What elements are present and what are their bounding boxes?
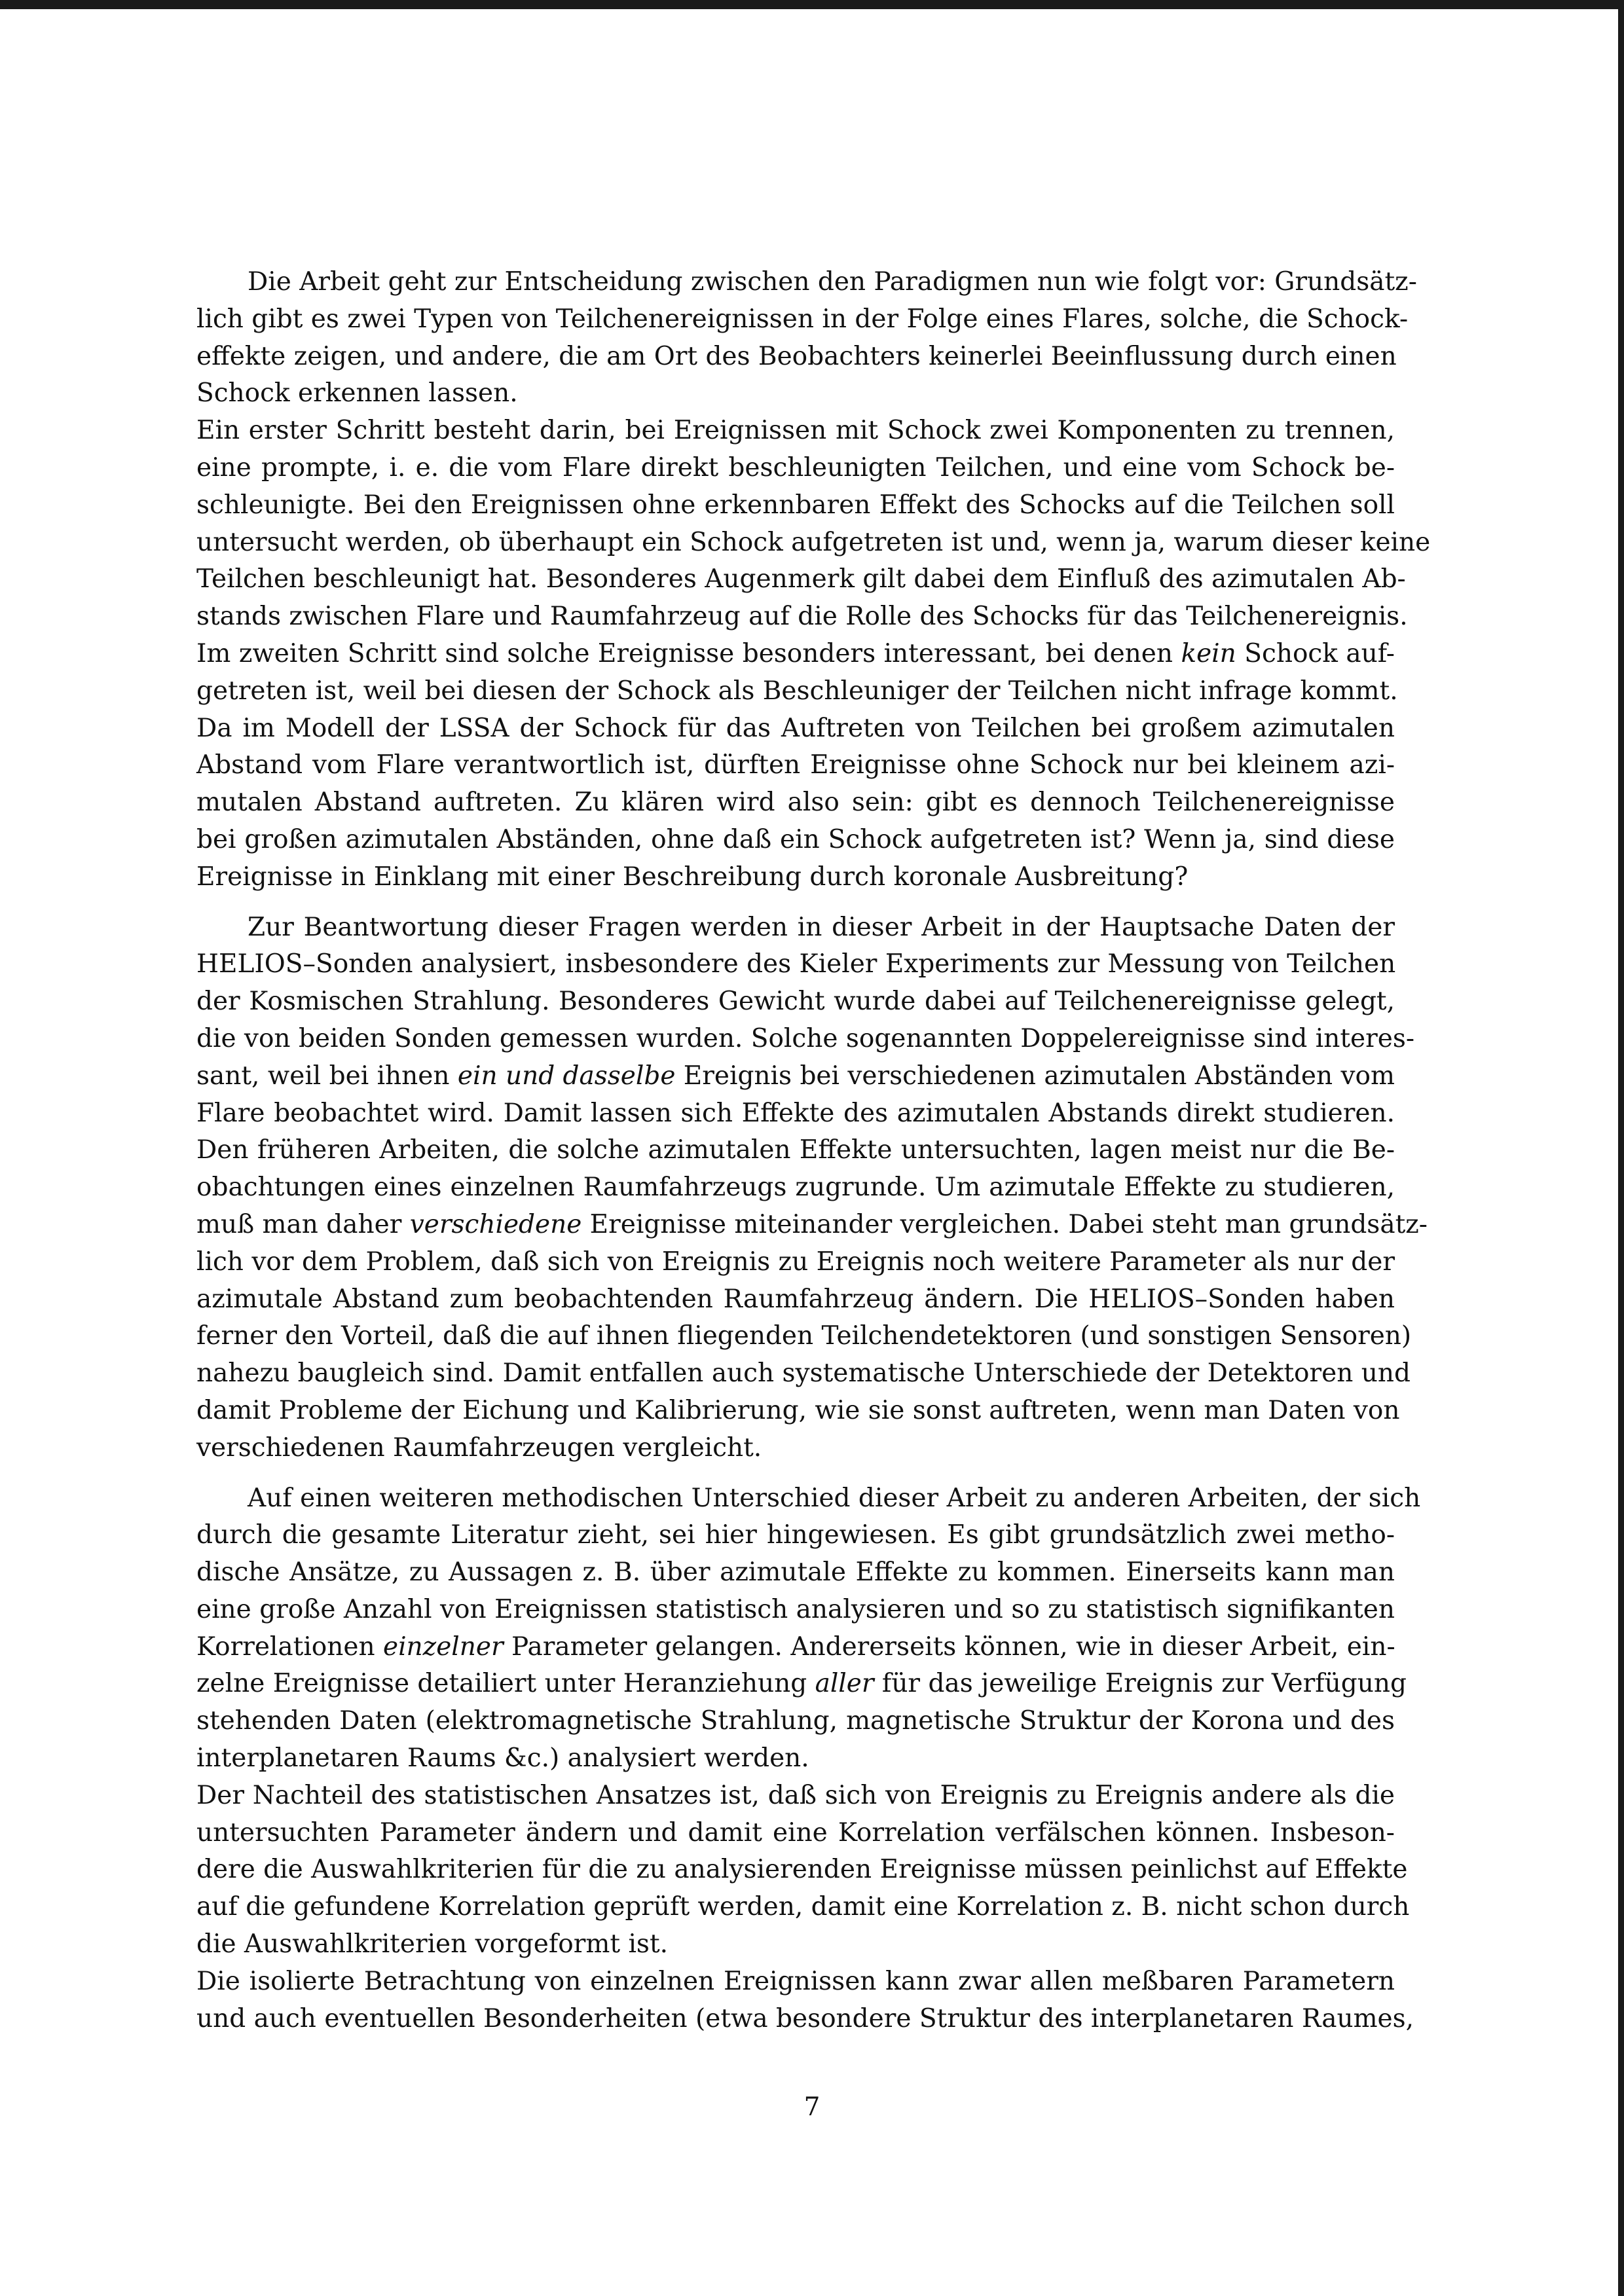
paragraph-2 bbox=[196, 412, 1431, 636]
text-line: eine große Anzahl von Ereignissen statistisch analysieren und so zu statistisch signifikanten bbox=[196, 1594, 1395, 1624]
paragraph-6 bbox=[196, 1777, 1410, 1963]
text-line: dere die Auswahlkriterien für die zu analysierenden Ereignisse müssen peinlichst auf Effekte bbox=[196, 1855, 1408, 1885]
text-line: Auf einen weiteren methodischen Unterschied dieser Arbeit zu anderen Arbeiten, der sich bbox=[248, 1483, 1421, 1513]
text-run: für das jeweilige Ereignis zur Verfügung bbox=[874, 1669, 1407, 1699]
paragraph-1 bbox=[196, 264, 1417, 412]
paragraph-7 bbox=[196, 1963, 1414, 2038]
text-line: obachtungen eines einzelnen Raumfahrzeugs zugrunde. Um azimutale Effekte zu studieren, bbox=[196, 1173, 1395, 1203]
text-line: Der Nachteil des statistischen Ansatzes ist, daß sich von Ereignis zu Ereignis andere als die bbox=[196, 1780, 1395, 1810]
text-line: lich gibt es zwei Typen von Teilchenereignissen in der Folge eines Flares, solche, die Schock- bbox=[196, 304, 1409, 334]
text-line: interplanetaren Raums &c.) analysiert werden. bbox=[196, 1743, 809, 1774]
text-line: stehenden Daten (elektromagnetische Strahlung, magnetische Struktur der Korona und des bbox=[196, 1706, 1395, 1736]
text-run: sant, weil bei ihnen bbox=[196, 1061, 458, 1091]
text-line: Zur Beantwortung dieser Fragen werden in dieser Arbeit in der Hauptsache Daten der bbox=[248, 912, 1395, 942]
text-line bbox=[196, 1207, 1428, 1244]
text-line: verschiedenen Raumfahrzeugen vergleicht. bbox=[196, 1432, 762, 1463]
text-line bbox=[196, 1629, 1395, 1666]
text-run: Ereignisse miteinander vergleichen. Dabei steht man grundsätz- bbox=[581, 1209, 1428, 1239]
text-line: und auch eventuellen Besonderheiten (etwa besondere Struktur des interplanetaren Raumes, bbox=[196, 2003, 1414, 2033]
scan-border-right bbox=[1618, 0, 1624, 2296]
text-line: effekte zeigen, und andere, die am Ort des Beobachters keinerlei Beeinflussung durch einen bbox=[196, 341, 1397, 371]
text-line: dische Ansätze, zu Aussagen z. B. über azimutale Effekte zu kommen. Einerseits kann man bbox=[196, 1558, 1395, 1588]
text-run: Parameter gelangen. Andererseits können, wie in dieser Arbeit, ein- bbox=[503, 1631, 1395, 1662]
text-run: Im zweiten Schritt sind solche Ereignisse besonders interessant, bei denen bbox=[196, 638, 1181, 668]
text-line: damit Probleme der Eichung und Kalibrierung, wie sie sonst auftreten, wenn man Daten von bbox=[196, 1395, 1400, 1425]
text-line: schleunigte. Bei den Ereignissen ohne erkennbaren Effekt des Schocks auf die Teilchen soll bbox=[196, 490, 1395, 520]
text-line: die Auswahlkriterien vorgeformt ist. bbox=[196, 1929, 669, 1959]
text-line: getreten ist, weil bei diesen der Schock als Beschleuniger der Teilchen nicht infrage kommt. bbox=[196, 676, 1398, 706]
paragraph-4 bbox=[196, 909, 1428, 1467]
paragraph-3 bbox=[196, 636, 1398, 896]
text-line: Teilchen beschleunigt hat. Besonderes Augenmerk gilt dabei dem Einfluß des azimutalen Ab- bbox=[196, 564, 1406, 594]
text-line: durch die gesamte Literatur zieht, sei hier hingewiesen. Es gibt grundsätzlich zwei metho- bbox=[196, 1520, 1395, 1550]
text-run: Ereignis bei verschiedenen azimutalen Abständen vom bbox=[675, 1061, 1395, 1091]
text-line: Die Arbeit geht zur Entscheidung zwischen den Paradigmen nun wie folgt vor: Grundsätz- bbox=[248, 267, 1417, 297]
text-line: die von beiden Sonden gemessen wurden. Solche sogenannten Doppelereignisse sind interes- bbox=[196, 1023, 1415, 1053]
paragraph-5 bbox=[196, 1480, 1421, 1777]
text-line: bei großen azimutalen Abständen, ohne daß ein Schock aufgetreten ist? Wenn ja, sind diese bbox=[196, 824, 1395, 854]
text-line bbox=[196, 636, 1395, 673]
text-run: Schock auf- bbox=[1236, 638, 1395, 668]
text-line: stands zwischen Flare und Raumfahrzeug auf die Rolle des Schocks für das Teilchenereignis. bbox=[196, 602, 1408, 632]
text-line: lich vor dem Problem, daß sich von Ereignis zu Ereignis noch weitere Parameter als nur der bbox=[196, 1247, 1395, 1277]
text-line: Flare beobachtet wird. Damit lassen sich Effekte des azimutalen Abstands direkt studieren. bbox=[196, 1098, 1395, 1128]
text-line bbox=[196, 1666, 1407, 1703]
text-line bbox=[196, 1058, 1395, 1095]
emphasis-text: kein bbox=[1181, 638, 1236, 668]
text-line: auf die gefundene Korrelation geprüft werden, damit eine Korrelation z. B. nicht schon durch bbox=[196, 1892, 1410, 1922]
text-line: der Kosmischen Strahlung. Besonderes Gewicht wurde dabei auf Teilchenereignisse gelegt, bbox=[196, 987, 1395, 1017]
text-line: Ereignisse in Einklang mit einer Beschreibung durch koronale Ausbreitung? bbox=[196, 862, 1189, 892]
text-line: Abstand vom Flare verantwortlich ist, dürften Ereignisse ohne Schock nur bei kleinem azi- bbox=[196, 750, 1395, 780]
text-line: HELIOS–Sonden analysiert, insbesondere des Kieler Experiments zur Messung von Teilchen bbox=[196, 949, 1396, 979]
text-line: eine prompte, i. e. die vom Flare direkt beschleunigten Teilchen, und eine vom Schock be- bbox=[196, 452, 1395, 483]
text-run: Korrelationen bbox=[196, 1631, 383, 1662]
text-run: zelne Ereignisse detailiert unter Heranziehung bbox=[196, 1669, 815, 1699]
text-line: ferner den Vorteil, daß die auf ihnen fliegenden Teilchendetektoren (und sonstigen Sensoren) bbox=[196, 1321, 1412, 1351]
emphasis-text: ein und dasselbe bbox=[457, 1061, 676, 1091]
emphasis-text: einzelner bbox=[383, 1631, 504, 1662]
emphasis-text: aller bbox=[815, 1669, 874, 1699]
text-line: Ein erster Schritt besteht darin, bei Ereignissen mit Schock zwei Komponenten zu trennen, bbox=[196, 416, 1395, 446]
emphasis-text: verschiedene bbox=[409, 1209, 582, 1239]
text-line: untersucht werden, ob überhaupt ein Schock aufgetreten ist und, wenn ja, warum dieser keine bbox=[196, 527, 1431, 557]
text-line: Die isolierte Betrachtung von einzelnen Ereignissen kann zwar allen meßbaren Parametern bbox=[196, 1966, 1395, 1996]
text-line: Da im Modell der LSSA der Schock für das Auftreten von Teilchen bei großem azimutalen bbox=[196, 713, 1395, 743]
text-line: Den früheren Arbeiten, die solche azimutalen Effekte untersuchten, lagen meist nur die Be- bbox=[196, 1135, 1395, 1165]
text-line: Schock erkennen lassen. bbox=[196, 378, 518, 409]
page-number: 7 bbox=[803, 2092, 821, 2122]
body-text bbox=[196, 264, 1431, 2037]
text-line: mutalen Abstand auftreten. Zu klären wird also sein: gibt es dennoch Teilchenereignisse bbox=[196, 788, 1395, 818]
text-line: azimutale Abstand zum beobachtenden Raumfahrzeug ändern. Die HELIOS–Sonden haben bbox=[196, 1284, 1395, 1314]
text-line: untersuchten Parameter ändern und damit eine Korrelation verfälschen können. Insbeson- bbox=[196, 1817, 1395, 1848]
scan-border-top bbox=[0, 0, 1624, 9]
text-run: muß man daher bbox=[196, 1209, 410, 1239]
text-line: nahezu baugleich sind. Damit entfallen auch systematische Unterschiede der Detektoren und bbox=[196, 1358, 1411, 1389]
